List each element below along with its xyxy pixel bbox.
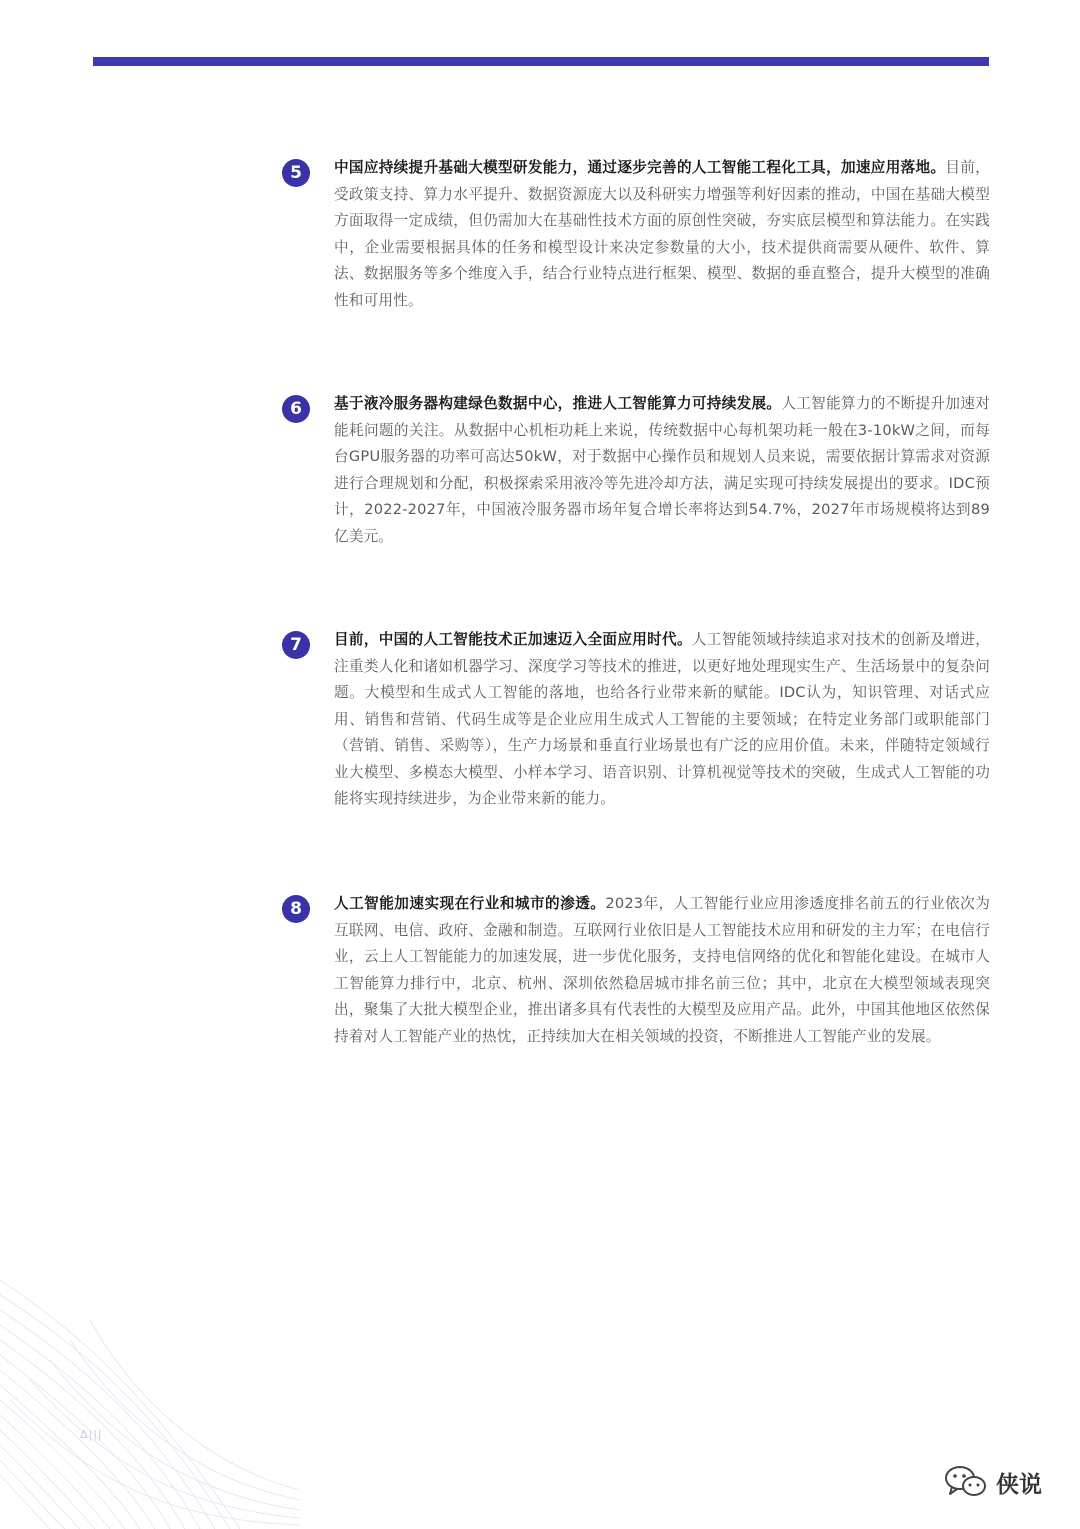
section-paragraph [334,627,990,813]
page-marker: Δ||| [80,1428,103,1441]
section-number-badge: 5 [282,159,310,187]
wechat-icon [944,1464,988,1500]
watermark-text: 侠说 [996,1471,1042,1498]
section-lead: 基于液冷服务器构建绿色数据中心，推进人工智能算力可持续发展。 [334,395,782,412]
section-paragraph [334,891,990,1050]
section-paragraph [334,391,990,550]
section-body: 2023年，人工智能行业应用渗透度排名前五的行业依次为互联网、电信、政府、金融和制造。互联网行业依旧是人工智能技术应用和研发的主力军；在电信行业，云上人工智能能力的加速发展，进一步优化服务，支持电信网络的优化和智能化建设。在城市人工智能算力排行中，北京、杭州、深圳依然稳居城市排名前三位；其中，北京在大模型领域表现突出，聚集了大批大模型企业，推出诸多具有代表性的大模型及应用产品。此外，中国其他地区依然保持着对人工智能产业的热忱，正持续加大在相关领域的投资，不断推进人工智能产业的发展。 [334,895,990,1045]
section-body: 人工智能领域持续追求对技术的创新及增进，注重类人化和诸如机器学习、深度学习等技术的推进，以更好地处理现实生产、生活场景中的复杂问题。大模型和生成式人工智能的落地，也给各行业带来新的赋能。IDC认为，知识管理、对话式应用、销售和营销、代码生成等是企业应用生成式人工智能的主要领域；在特定业务部门或职能部门（营销、销售、采购等），生产力场景和垂直行业场景也有广泛的应用价值。未来，伴随特定领域行业大模型、多模态大模型、小样本学习、语音识别、计算机视觉等技术的突破，生成式人工智能的功能将实现持续进步，为企业带来新的能力。 [334,631,990,807]
section-paragraph [334,155,990,314]
header-accent-bar [93,57,989,66]
decorative-wave-graphic [0,1260,300,1529]
section-body: 目前，受政策支持、算力水平提升、数据资源庞大以及科研实力增强等利好因素的推动，中国在基础大模型方面取得一定成绩，但仍需加大在基础性技术方面的原创性突破，夯实底层模型和算法能力。在实践中，企业需要根据具体的任务和模型设计来决定参数量的大小，技术提供商需要从硬件、软件、算法、数据服务等多个维度入手，结合行业特点进行框架、模型、数据的垂直整合，提升大模型的准确性和可用性。 [334,159,990,309]
section-number-badge: 8 [282,895,310,923]
watermark [944,1462,1042,1502]
section-number-badge: 6 [282,395,310,423]
section-body: 人工智能算力的不断提升加速对能耗问题的关注。从数据中心机柜功耗上来说，传统数据中心每机架功耗一般在3-10kW之间，而每台GPU服务器的功率可高达50kW，对于数据中心操作员和规划人员来说，需要依据计算需求对资源进行合理规划和分配，积极探索采用液冷等先进冷却方法，满足实现可持续发展提出的要求。IDC预计，2022-2027年，中国液冷服务器市场年复合增长率将达到54.7%，2027年市场规模将达到89亿美元。 [334,395,990,545]
section-lead: 目前，中国的人工智能技术正加速迈入全面应用时代。 [334,631,692,648]
section-lead: 人工智能加速实现在行业和城市的渗透。 [334,895,606,912]
section-lead: 中国应持续提升基础大模型研发能力，通过逐步完善的人工智能工程化工具，加速应用落地。 [334,159,946,176]
section-number-badge: 7 [282,631,310,659]
